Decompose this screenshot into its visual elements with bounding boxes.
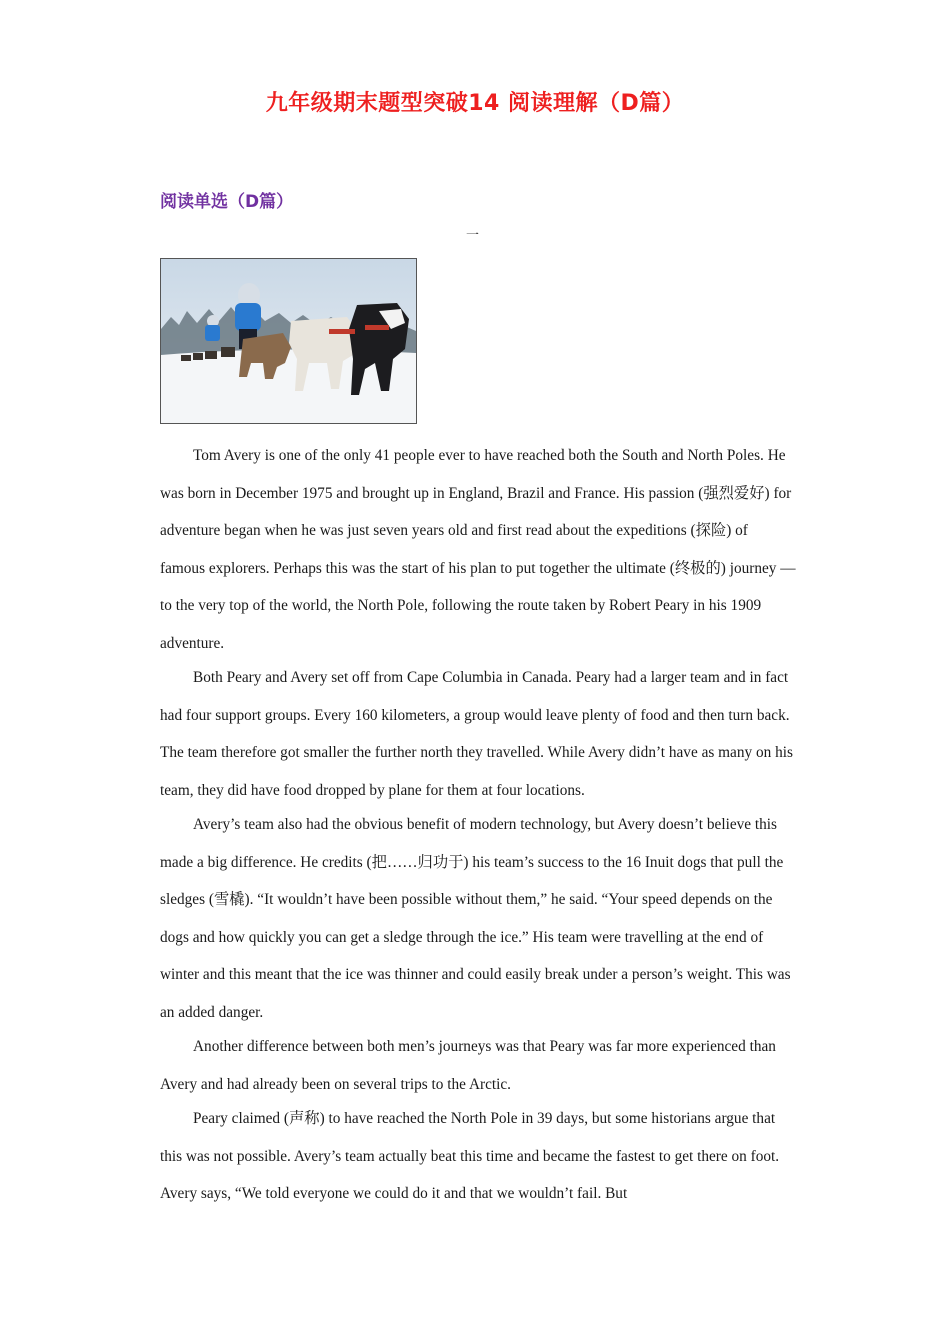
- paragraph-1: Tom Avery is one of the only 41 people ever to have reached both the South and North Poles. He was born in December 1975 and brought up in England, Brazil and France. His passion (强烈爱好) for adventure began when he was just seven years old and first read about the expeditions (探险) of famous explorers. Perhaps this was the start of his plan to put together the ultimate (终极的) journey — to the very top of the world, the North Pole, following the route taken by Robert Peary in his 1909 adventure.: [160, 447, 796, 652]
- paragraph-2: Both Peary and Avery set off from Cape Columbia in Canada. Peary had a larger team and in fact had four support groups. Every 160 kilometers, a group would leave plenty of food and then turn back. The team therefore got smaller the further north they travelled. While Avery didn’t have as many on his team, they did have food dropped by plane for them at four locations.: [160, 669, 793, 799]
- dog-sled-illustration: [161, 259, 416, 423]
- paragraph-5: Peary claimed (声称) to have reached the North Pole in 39 days, but some historians argue that this was not possible. Avery’s team actually beat this time and became the fastest to get there on foot. Avery says, “We told everyone we could do it and that we wouldn’t fail. But: [160, 1110, 780, 1202]
- dog-sled-photo: [160, 258, 417, 424]
- page-title: 九年级期末题型突破14 阅读理解（D篇）: [265, 91, 685, 116]
- reading-passage: [160, 437, 796, 1210]
- paragraph-4: Another difference between both men’s journeys was that Peary was far more experienced than Avery and had already been on several trips to the Arctic.: [160, 1038, 776, 1093]
- passage-number: 一: [466, 228, 480, 243]
- section-heading: 阅读单选（D篇）: [160, 192, 294, 212]
- paragraph-3: Avery’s team also had the obvious benefit of modern technology, but Avery doesn’t believe this made a big difference. He credits (把……归功于) his team’s success to the 16 Inuit dogs that pull the sledges (雪橇). “It wouldn’t have been possible without them,” he said. “Your speed depends on the dogs and how quickly you can get a sledge through the ice.” His team were travelling at the end of winter and this meant that the ice was thinner and could easily break under a person’s weight. This was an added danger.: [160, 816, 791, 1021]
